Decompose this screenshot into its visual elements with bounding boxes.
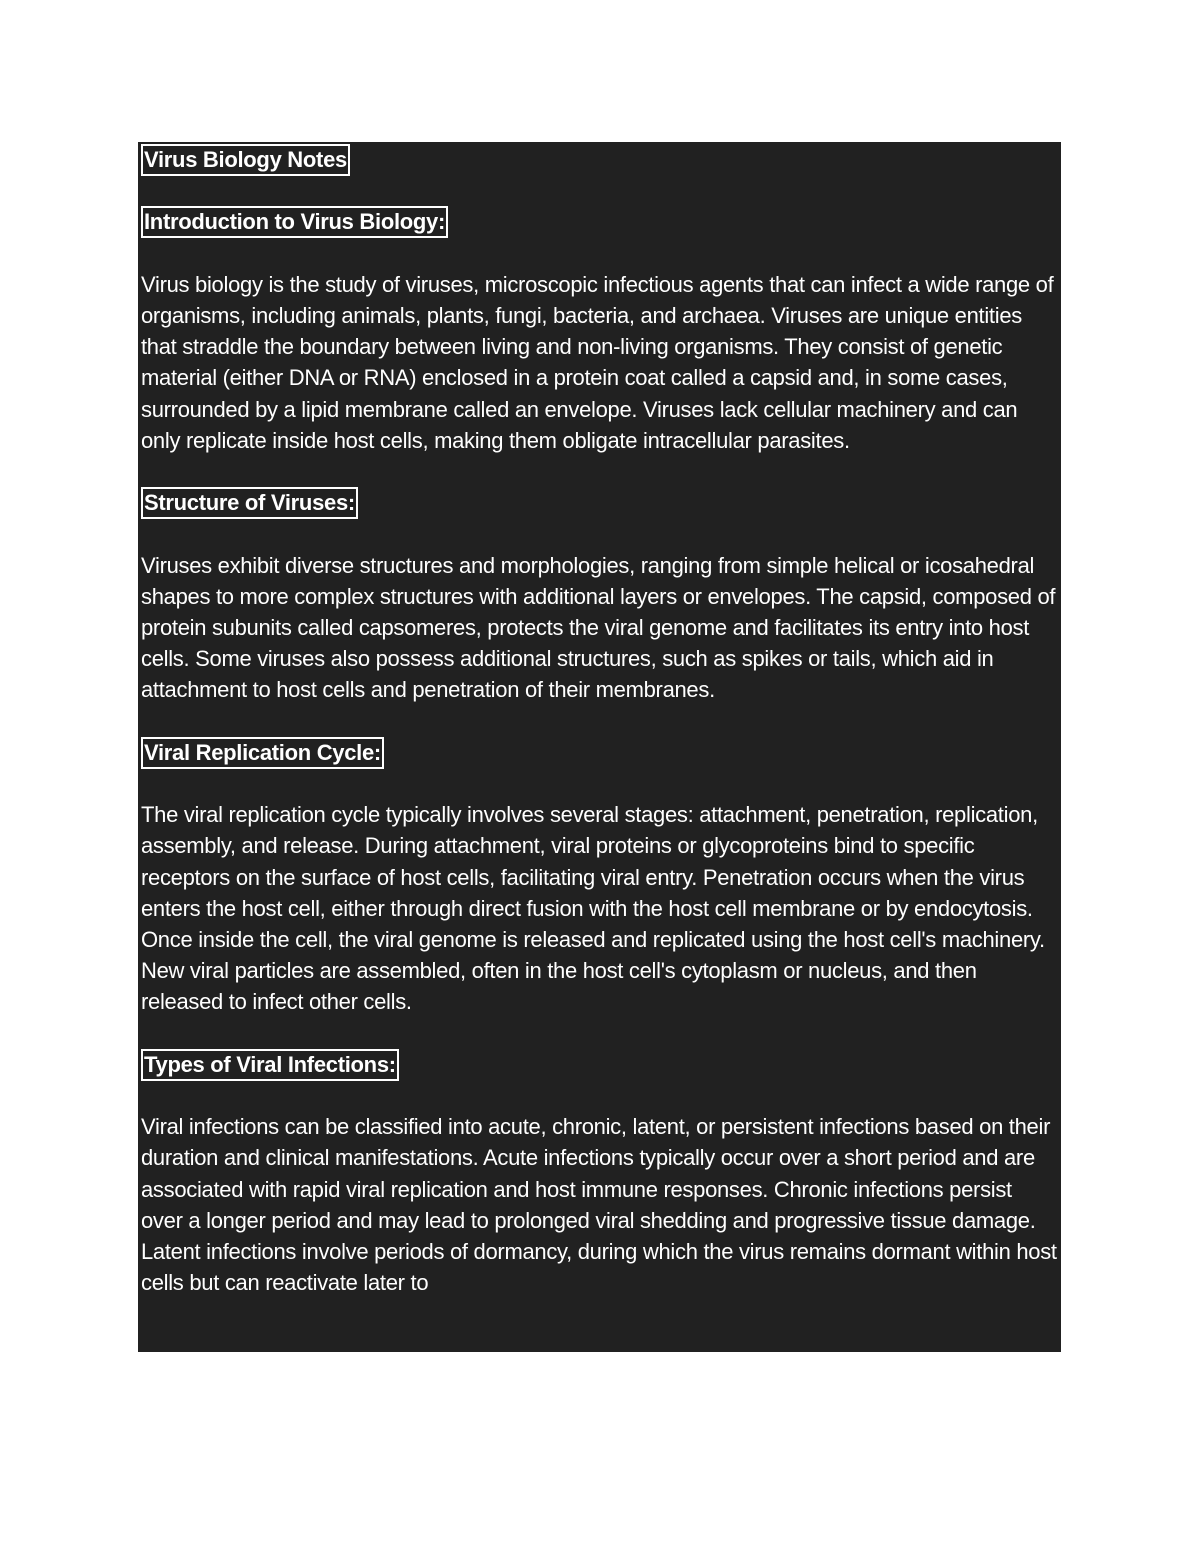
spacer xyxy=(141,238,1061,269)
document-title: Virus Biology Notes xyxy=(141,144,350,176)
section-heading-infections: Types of Viral Infections: xyxy=(141,1049,399,1081)
section-heading-introduction: Introduction to Virus Biology: xyxy=(141,206,448,238)
spacer xyxy=(141,175,1061,206)
spacer xyxy=(141,1018,1061,1049)
section-body-structure: Viruses exhibit diverse structures and morphologies, ranging from simple helical or icosahedral shapes to more complex structures with additional layers or envelopes. The capsid, composed of protein subunits called capsomeres, protects the viral genome and facilitates its entry into host cells. Some viruses also possess additional structures, such as spikes or tails, which aid in attachment to host cells and penetration of their membranes. xyxy=(141,552,1056,703)
section-heading-replication: Viral Replication Cycle: xyxy=(141,737,384,769)
document-content-block xyxy=(138,142,1061,1352)
section-heading-structure: Structure of Viruses: xyxy=(141,487,358,519)
spacer xyxy=(141,456,1061,487)
section-heading-wrap xyxy=(141,206,1061,237)
section-body-infections: Viral infections can be classified into acute, chronic, latent, or persistent infections based on their duration and clinical manifestations. Acute infections typically occur over a short period and are associated with rapid viral replication and host immune responses. Chronic infections persist over a longer period and may lead to prolonged viral shedding and progressive tissue damage. Latent infections involve periods of dormancy, during which the virus remains dormant within host cells but can reactivate later to xyxy=(141,1114,1057,1296)
section-body-introduction: Virus biology is the study of viruses, microscopic infectious agents that can infect a wide range of organisms, including animals, plants, fungi, bacteria, and archaea. Viruses are unique entities that straddle the boundary between living and non-living organisms. They consist of genetic material (either DNA or RNA) enclosed in a protein coat called a capsid and, in some cases, surrounded by a lipid membrane called an envelope. Viruses lack cellular machinery and can only replicate inside host cells, making them obligate intracellular parasites. xyxy=(141,271,1054,453)
spacer xyxy=(141,518,1061,549)
section-body-replication: The viral replication cycle typically involves several stages: attachment, penetration, replication, assembly, and release. During attachment, viral proteins or glycoproteins bind to specific receptors on the surface of host cells, facilitating viral entry. Penetration occurs when the virus enters the host cell, either through direct fusion with the host cell membrane or by endocytosis. Once inside the cell, the viral genome is released and replicated using the host cell's machinery. New viral particles are assembled, often in the host cell's cytoplasm or nucleus, and then released to infect other cells. xyxy=(141,802,1045,1015)
spacer xyxy=(141,768,1061,799)
document-title-wrap xyxy=(141,144,1061,175)
spacer xyxy=(141,706,1061,737)
section-heading-wrap xyxy=(141,737,1061,768)
section-heading-wrap xyxy=(141,1049,1061,1080)
section-heading-wrap xyxy=(141,487,1061,518)
spacer xyxy=(141,1080,1061,1111)
